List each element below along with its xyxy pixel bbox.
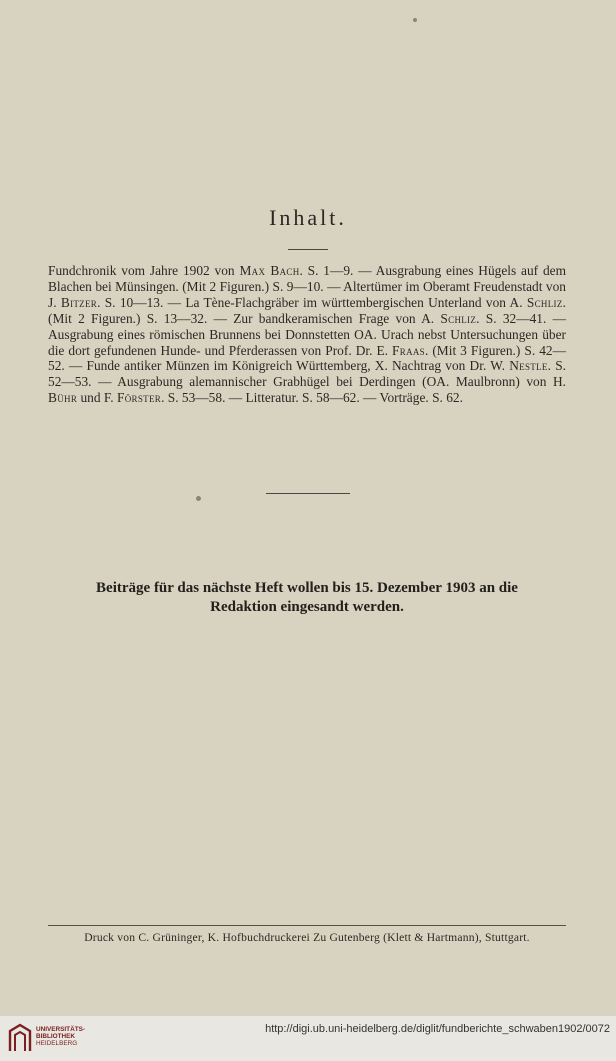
toc-author: Max Bach [239, 263, 300, 278]
toc-text: Fundchronik vom Jahre 1902 von [48, 263, 240, 278]
title-rule [288, 249, 328, 250]
toc-text: . S. 52—53. — Ausgrabung alemannischer Grabhügel bei Derdingen (OA. Maulbronn) von H. [48, 358, 566, 390]
printer-imprint: Druck von C. Grüninger, K. Hofbuchdruckerei Zu Gutenberg (Klett & Hartmann), Stuttgart. [84, 931, 530, 944]
notice-line: Redaktion eingesandt werden. [210, 599, 404, 615]
submission-notice [48, 579, 566, 617]
toc-author: Nestle [509, 358, 548, 374]
toc-author: Fraas [392, 342, 425, 358]
footer-rule [48, 925, 566, 926]
toc-author: Förster [117, 390, 162, 406]
toc-text: . S. 53—58. — Litteratur. S. 58—62. — Vorträge. S. 62. [161, 390, 463, 406]
library-name-line: HEIDELBERG [36, 1040, 78, 1047]
toc-author: Bühr [48, 390, 78, 406]
library-name[interactable] [36, 1026, 85, 1047]
toc-text: und F. [77, 390, 117, 406]
toc-text: . (Mit 2 Figuren.) S. 13—32. — Zur bandkeramischen Frage von A. [48, 294, 566, 326]
toc-text: . (Mit 3 Figuren.) S. 42—52. — Funde antiker Münzen im Königreich Württemberg, X. Nachtrag von Dr. W. [48, 342, 566, 374]
library-name-line: BIBLIOTHEK [36, 1033, 76, 1040]
toc-text: . S. 1—9. — Ausgrabung eines Hügels auf dem Blachen bei Münsingen. (Mit 2 Figuren.) S. 9—10. — Altertümer im Oberamt Freudenstadt von J. [48, 263, 566, 310]
toc-author: Bitzer [60, 294, 98, 310]
section-rule [266, 493, 350, 494]
toc-author: Schliz [440, 310, 477, 326]
table-of-contents [48, 263, 566, 406]
toc-author: Schliz [526, 294, 563, 310]
permalink-url[interactable]: http://digi.ub.uni-heidelberg.de/diglit/fundberichte_schwaben1902/0072 [265, 1023, 610, 1035]
page-title: Inhalt. [269, 205, 347, 230]
speck [413, 18, 417, 22]
notice-line: Beiträge für das nächste Heft wollen bis 15. Dezember 1903 an die [96, 580, 518, 596]
library-name-line: UNIVERSITÄTS- [36, 1026, 85, 1033]
speck [196, 496, 201, 501]
library-logo-icon[interactable] [8, 1023, 32, 1053]
toc-text: . S. 32—41. — Ausgrabung eines römischen Brunnens bei Donnstetten OA. Urach nebst Untersuchungen über die dort gefundenen Hunde- und Pferderassen von Prof. Dr. E. [48, 310, 566, 358]
toc-text: . S. 10—13. — La Tène-Flachgräber im württembergischen Unterland von A. [97, 294, 527, 310]
